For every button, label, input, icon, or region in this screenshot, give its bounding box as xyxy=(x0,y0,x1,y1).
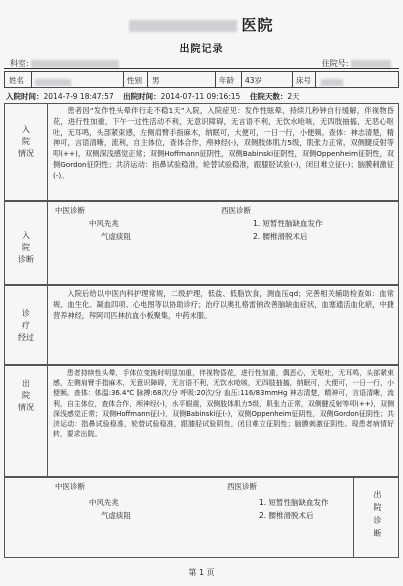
discharge-tcm-item: 中风先兆 xyxy=(89,498,119,507)
discharge-status-section xyxy=(4,365,399,477)
bed-label: 床号 xyxy=(296,76,311,85)
department-label: 科室: xyxy=(10,59,29,68)
admission-wm-item: 1. 短暂性脑缺血发作 xyxy=(253,219,323,228)
hospital-name xyxy=(0,14,403,35)
stay-days-label: 住院天数： xyxy=(249,92,288,101)
discharge-wm-item: 1. 短暂性脑缺血发作 xyxy=(259,498,329,507)
admission-status-section xyxy=(4,103,399,201)
admission-wm-item: 2. 腰椎滑脱术后 xyxy=(253,232,308,241)
page-number: 第 1 页 xyxy=(188,568,215,577)
admission-wm-title: 西医诊断 xyxy=(221,206,251,215)
discharge-tcm-title: 中医诊断 xyxy=(55,482,85,491)
redacted-inpatient-number xyxy=(351,60,391,68)
patient-info-row xyxy=(4,71,399,88)
document-title: 出院记录 xyxy=(179,44,224,55)
admit-time-value: 2014-7-9 18:47:57 xyxy=(43,92,114,101)
treatment-text: 入院后给以中医内科护理常规，二级护理，低盐、低脂饮食，测血压qd；完善相关辅助检查如：血常规、血生化、凝血四项、心电图等以协助诊疗；治疗以奥扎格雷钠改善脑缺血症状，血塞通活血化瘀，中捷营养神经，拜阿司匹林抗血小板聚集，中药未服。 xyxy=(53,289,394,320)
admission-diagnosis-label: 入 院 诊断 xyxy=(5,202,48,284)
discharge-diagnosis-label: 出 院 诊 断 xyxy=(373,490,382,538)
hospital-suffix: 医院 xyxy=(241,16,274,34)
admission-status-label: 入 院 情况 xyxy=(5,104,48,200)
admission-status-text: 患者因“发作性头晕伴行走不稳1天”入院，入院症见：发作性眩晕，持续几秒钟自行缓解，伴视物昏花，进行性加重，下午一过性活动不利，无意识障碍，无言语不利，无饮水呛咳，无四肢抽搐，无恶心呕吐，无耳鸣，头部紧束感，左侧肩臂手指麻木，纳眠可，大便可，一日一行，小便频。查体：神志清楚，精神可，言语清晰，流利，自主体位，查体合作，颅神经(-)，双侧肢体肌力5级，肌张力正常，双侧腱反射等叩(++)，双侧深浅感觉正常；双侧Hoffmann征阴性，双侧Babinski征阴性，双侧Oppenheim征阴性，双侧Gordon征阴性；共济运动：指鼻试验稳准，轮替试验稳准，跟膝胫试验(-)，闭目难立征(-)；脑膜刺激征(-)。 xyxy=(53,106,394,180)
treatment-section xyxy=(4,285,399,365)
header-rule xyxy=(4,68,399,69)
age-label: 年龄 xyxy=(219,76,234,85)
admission-tcm-item: 中风先兆 xyxy=(89,219,119,228)
stay-dates xyxy=(6,91,401,102)
sex-label: 性别 xyxy=(127,76,142,85)
discharge-wm-item: 2. 腰椎滑脱术后 xyxy=(259,511,314,520)
discharge-diagnosis-section xyxy=(4,477,399,558)
diagnosis-label-divider xyxy=(353,478,354,557)
discharge-wm-title: 西医诊断 xyxy=(227,482,257,491)
inpatient-number-label: 住院号: xyxy=(321,59,349,68)
admit-time-label: 入院时间： xyxy=(6,92,44,101)
redacted-department xyxy=(31,60,119,68)
sex-value: 男 xyxy=(152,76,160,85)
discharge-tcm-item: 气虚痰阻 xyxy=(101,511,131,520)
redacted-hospital-name xyxy=(129,20,237,32)
discharge-status-text: 患者持续性头晕，手体位变换时明显加重，伴视物昏花，进行性加重，偶恶心，无呕吐，无耳鸣，头部紧束感，左侧肩臂手指麻木，无意识障碍，无言语不利，无饮水呛咳，无四肢抽搐，纳眠可，大便可，一日一行，小便频。查体：体温:36.4℃ 脉搏:68次/分 呼吸:20次/分 血压:116/83mmHg 神志清楚，精神可，言语清晰，流利，自主体位，查体合作，颅神经(-)，水平眼震，双侧肢体肌力5级，肌张力正常，双侧腱反射等叩(++)，双侧深浅感觉正常；双侧Hoffmann征(-)，双侧Babinski征(-)，双侧Oppenheim征阴性，双侧Gordon征阴性；共济运动：指鼻试验稳准，轮替试验稳准，跟膝胫试验阴性，闭目难立征阴性；脑膜刺激征阴性。现患者病情好转，要求出院。 xyxy=(53,369,394,439)
admission-tcm-title: 中医诊断 xyxy=(55,206,85,215)
admission-tcm-item: 气虚痰阻 xyxy=(101,232,131,241)
treatment-label: 诊 疗 经过 xyxy=(5,286,48,364)
discharge-status-label: 出 院 情况 xyxy=(5,366,48,476)
name-label: 姓名 xyxy=(9,76,24,85)
admission-diagnosis-section xyxy=(4,201,399,285)
stay-days-value: 2天 xyxy=(287,92,300,101)
discharge-time-label: 出院时间： xyxy=(123,92,161,101)
discharge-time-value: 2014-07-11 09:16:15 xyxy=(160,92,241,101)
age-value: 43岁 xyxy=(245,76,263,85)
